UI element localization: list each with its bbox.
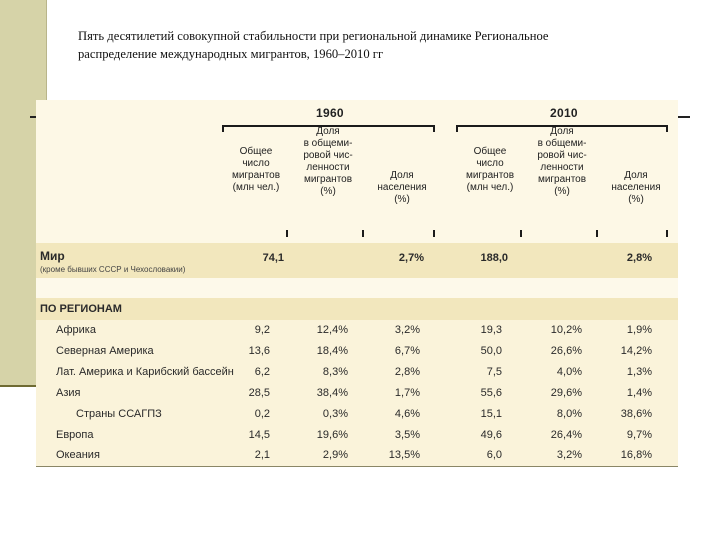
cell-total-2010: 50,0 — [480, 345, 502, 357]
cell-pop-1960: 6,7% — [394, 345, 420, 357]
tick — [286, 230, 288, 237]
cell-share-2010: 8,0% — [556, 408, 582, 420]
tick — [222, 125, 224, 132]
cell-share-2010: 10,2% — [550, 324, 582, 336]
cell-total-2010: 49,6 — [480, 429, 502, 441]
cell-share-1960: 12,4% — [316, 324, 348, 336]
tick — [362, 230, 364, 237]
row-label: Европа — [56, 429, 94, 441]
table-row — [36, 447, 678, 467]
world-total-2010: 188,0 — [480, 252, 508, 264]
section-label: ПО РЕГИОНАМ — [40, 303, 122, 315]
col-header-pop-1960: Доля населения (%) — [377, 170, 427, 205]
cell-pop-2010: 14,2% — [620, 345, 652, 357]
table-row — [36, 363, 678, 384]
cell-share-2010: 3,2% — [556, 449, 582, 461]
table-row — [36, 405, 678, 426]
col-header-total-1960: Общее число мигрантов (млн чел.) — [231, 146, 281, 193]
tick — [666, 125, 668, 132]
cell-share-2010: 26,6% — [550, 345, 582, 357]
cell-share-1960: 2,9% — [322, 449, 348, 461]
cell-total-2010: 15,1 — [480, 408, 502, 420]
cell-share-1960: 38,4% — [316, 387, 348, 399]
cell-total-2010: 55,6 — [480, 387, 502, 399]
row-label: Азия — [56, 387, 81, 399]
migrants-table — [36, 100, 678, 466]
col-header-pop-2010: Доля населения (%) — [611, 170, 661, 205]
cell-pop-1960: 3,5% — [394, 429, 420, 441]
world-pop-2010: 2,8% — [626, 252, 652, 264]
cell-total-2010: 7,5 — [486, 366, 502, 378]
spacer-band — [36, 278, 678, 298]
row-label: Страны ССАГПЗ — [76, 408, 162, 420]
title-line-2: распределение международных мигрантов, 1960–2010 гг — [78, 47, 384, 61]
cell-total-1960: 28,5 — [248, 387, 270, 399]
tick — [596, 230, 598, 237]
world-total-1960: 74,1 — [262, 252, 284, 264]
tick — [433, 125, 435, 132]
cell-pop-1960: 1,7% — [394, 387, 420, 399]
cell-total-2010: 6,0 — [486, 449, 502, 461]
table-row — [36, 384, 678, 405]
tick — [520, 230, 522, 237]
cell-total-1960: 6,2 — [254, 366, 270, 378]
cell-pop-1960: 2,8% — [394, 366, 420, 378]
cell-pop-2010: 16,8% — [620, 449, 652, 461]
table-row — [36, 426, 678, 447]
cell-pop-1960: 4,6% — [394, 408, 420, 420]
cell-share-2010: 26,4% — [550, 429, 582, 441]
cell-pop-1960: 13,5% — [388, 449, 420, 461]
cell-total-2010: 19,3 — [480, 324, 502, 336]
cell-pop-2010: 1,4% — [626, 387, 652, 399]
cell-pop-2010: 9,7% — [626, 429, 652, 441]
row-label: Северная Америка — [56, 345, 154, 357]
slide-title — [78, 27, 678, 63]
cell-total-1960: 14,5 — [248, 429, 270, 441]
cell-pop-2010: 1,3% — [626, 366, 652, 378]
tick — [666, 230, 668, 237]
col-header-share-1960: Доля в общеми- ровой чис- ленности мигрантов (%) — [303, 126, 353, 197]
tick — [433, 230, 435, 237]
cell-share-2010: 4,0% — [556, 366, 582, 378]
cell-total-1960: 13,6 — [248, 345, 270, 357]
tick — [456, 125, 458, 132]
title-line-1: Пять десятилетий совокупной стабильности при региональной динамике Региональное — [78, 29, 549, 43]
cell-share-1960: 19,6% — [316, 429, 348, 441]
col-header-total-2010: Общее число мигрантов (млн чел.) — [465, 146, 515, 193]
cell-share-2010: 29,6% — [550, 387, 582, 399]
cell-share-1960: 0,3% — [322, 408, 348, 420]
cell-total-1960: 2,1 — [254, 449, 270, 461]
cell-total-1960: 9,2 — [254, 324, 270, 336]
world-pop-1960: 2,7% — [398, 252, 424, 264]
world-sublabel: (кроме бывших СССР и Чехословакии) — [40, 265, 186, 274]
row-label: Океания — [56, 449, 100, 461]
year-1960-label: 1960 — [316, 106, 344, 120]
table-row — [36, 321, 678, 342]
world-label: Мир — [40, 249, 65, 263]
cell-pop-2010: 38,6% — [620, 408, 652, 420]
cell-pop-2010: 1,9% — [626, 324, 652, 336]
year-2010-label: 2010 — [550, 106, 578, 120]
row-label: Африка — [56, 324, 96, 336]
row-label: Лат. Америка и Карибский бассейн — [56, 366, 234, 378]
table-row — [36, 342, 678, 363]
cell-pop-1960: 3,2% — [394, 324, 420, 336]
cell-share-1960: 18,4% — [316, 345, 348, 357]
cell-share-1960: 8,3% — [322, 366, 348, 378]
cell-total-1960: 0,2 — [254, 408, 270, 420]
col-header-share-2010: Доля в общеми- ровой чис- ленности мигрантов (%) — [537, 126, 587, 197]
section-band — [36, 298, 678, 320]
